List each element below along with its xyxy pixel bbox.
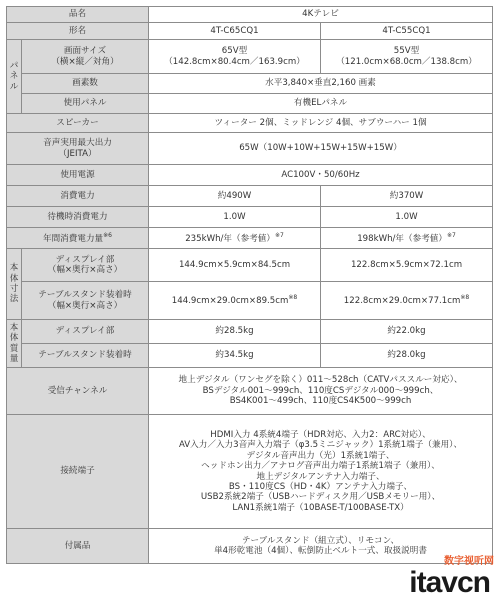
standby-label: 待機時消費電力	[7, 207, 149, 228]
row-channels	[7, 368, 493, 415]
row-mass-stand	[7, 344, 493, 368]
mass-stand-55: 約28.0kg	[321, 344, 493, 368]
channels-value: 地上デジタル（ワンセグを除く）011～528ch（CATVパススルー対応）、 BSデジタル001～999ch、110度CSデジタル000～999ch、 BS4K001～499ch、110度CS4K500～999ch	[149, 368, 493, 415]
accessories-value: テーブルスタンド（組立式）、リモコン、 単4形乾電池（4個）、転倒防止ベルト一式、取扱説明書	[149, 529, 493, 564]
model-65: 4T-C65CQ1	[149, 23, 321, 40]
product-name-label: 品名	[7, 7, 149, 23]
row-model	[7, 23, 493, 40]
row-power	[7, 186, 493, 207]
row-accessories	[7, 529, 493, 564]
screen-size-label: 画面サイズ （横×縦／対角）	[22, 40, 149, 74]
screen-size-55: 55V型 （121.0cm×68.0cm／138.8cm）	[321, 40, 493, 74]
spec-table	[6, 6, 493, 564]
speaker-label: スピーカー	[7, 114, 149, 133]
power-55: 約370W	[321, 186, 493, 207]
section-dimensions: 本 体 寸 法	[7, 249, 22, 320]
mass-display-55: 約22.0kg	[321, 320, 493, 344]
row-power-source	[7, 165, 493, 186]
dims-display-label: ディスプレイ部 （幅×奥行×高さ）	[22, 249, 149, 282]
row-audio-output	[7, 133, 493, 165]
standby-65: 1.0W	[149, 207, 321, 228]
annual-energy-65: 235kWh/年（参考値）$^{※7}$	[149, 228, 321, 249]
model-label: 形名	[7, 23, 149, 40]
pixels-label: 画素数	[22, 74, 149, 94]
product-name-value: 4Kテレビ	[149, 7, 493, 23]
ports-value: HDMI入力 4系統4端子（HDR対応、入力2：ARC対応）、 AV入力／入力3音声入力端子（φ3.5ミニジャック）1系統1端子（兼用）、 デジタル音声出力（光）1系統1端子、 ヘッドホン出力／アナログ音声出力端子1系統1端子（兼用）、 地上デジタルアンテナ入力端子、 BS・110度CS（HD・4K）アンテナ入力端子、 USB2系統2端子（USBハードディスク用／USBメモリー用）、 LAN1系統1端子（10BASE-T/100BASE-TX）	[149, 415, 493, 529]
annual-energy-label: 年間消費電力量$^{※6}$	[7, 228, 149, 249]
dims-stand-55: $122.8cm\times 29.0cm\times 77.1cm^{※8}$	[321, 282, 493, 320]
panel-type-value: 有機ELパネル	[149, 94, 493, 114]
section-mass: 本 体 質 量	[7, 320, 22, 368]
row-pixels	[7, 74, 493, 94]
row-product-name	[7, 7, 493, 23]
row-panel-type	[7, 94, 493, 114]
section-panel: パ ネ ル	[7, 40, 22, 114]
dims-display-65: 144.9cm×5.9cm×84.5cm	[149, 249, 321, 282]
mass-stand-label: テーブルスタンド装着時	[22, 344, 149, 368]
standby-55: 1.0W	[321, 207, 493, 228]
accessories-label: 付属品	[7, 529, 149, 564]
screen-size-65: 65V型 （142.8cm×80.4cm／163.9cm）	[149, 40, 321, 74]
watermark-logo: itavcn	[409, 566, 490, 599]
speaker-value: ツィーター 2個、ミッドレンジ 4個、サブウーハー 1個	[149, 114, 493, 133]
mass-display-label: ディスプレイ部	[22, 320, 149, 344]
annual-energy-55: 198kWh/年（参考値）$^{※7}$	[321, 228, 493, 249]
power-label: 消費電力	[7, 186, 149, 207]
ports-label: 接続端子	[7, 415, 149, 529]
row-dims-stand	[7, 282, 493, 320]
channels-label: 受信チャンネル	[7, 368, 149, 415]
row-screen-size	[7, 40, 493, 74]
dims-stand-65: $144.9cm\times 29.0cm\times 89.5cm^{※8}$	[149, 282, 321, 320]
row-annual-energy	[7, 228, 493, 249]
power-source-label: 使用電源	[7, 165, 149, 186]
row-speaker	[7, 114, 493, 133]
dims-display-55: 122.8cm×5.9cm×72.1cm	[321, 249, 493, 282]
watermark-cn: 数字视听网	[444, 556, 494, 567]
dims-stand-label: テーブルスタンド装着時 （幅×奥行×高さ）	[22, 282, 149, 320]
row-dims-display	[7, 249, 493, 282]
mass-stand-65: 約34.5kg	[149, 344, 321, 368]
mass-display-65: 約28.5kg	[149, 320, 321, 344]
model-55: 4T-C55CQ1	[321, 23, 493, 40]
audio-output-value: 65W（10W+10W+15W+15W+15W）	[149, 133, 493, 165]
pixels-value: 水平3,840×垂直2,160 画素	[149, 74, 493, 94]
audio-output-label: 音声実用最大出力 （JEITA）	[7, 133, 149, 165]
power-source-value: AC100V・50/60Hz	[149, 165, 493, 186]
row-ports	[7, 415, 493, 529]
row-standby	[7, 207, 493, 228]
panel-type-label: 使用パネル	[22, 94, 149, 114]
row-mass-display	[7, 320, 493, 344]
power-65: 約490W	[149, 186, 321, 207]
